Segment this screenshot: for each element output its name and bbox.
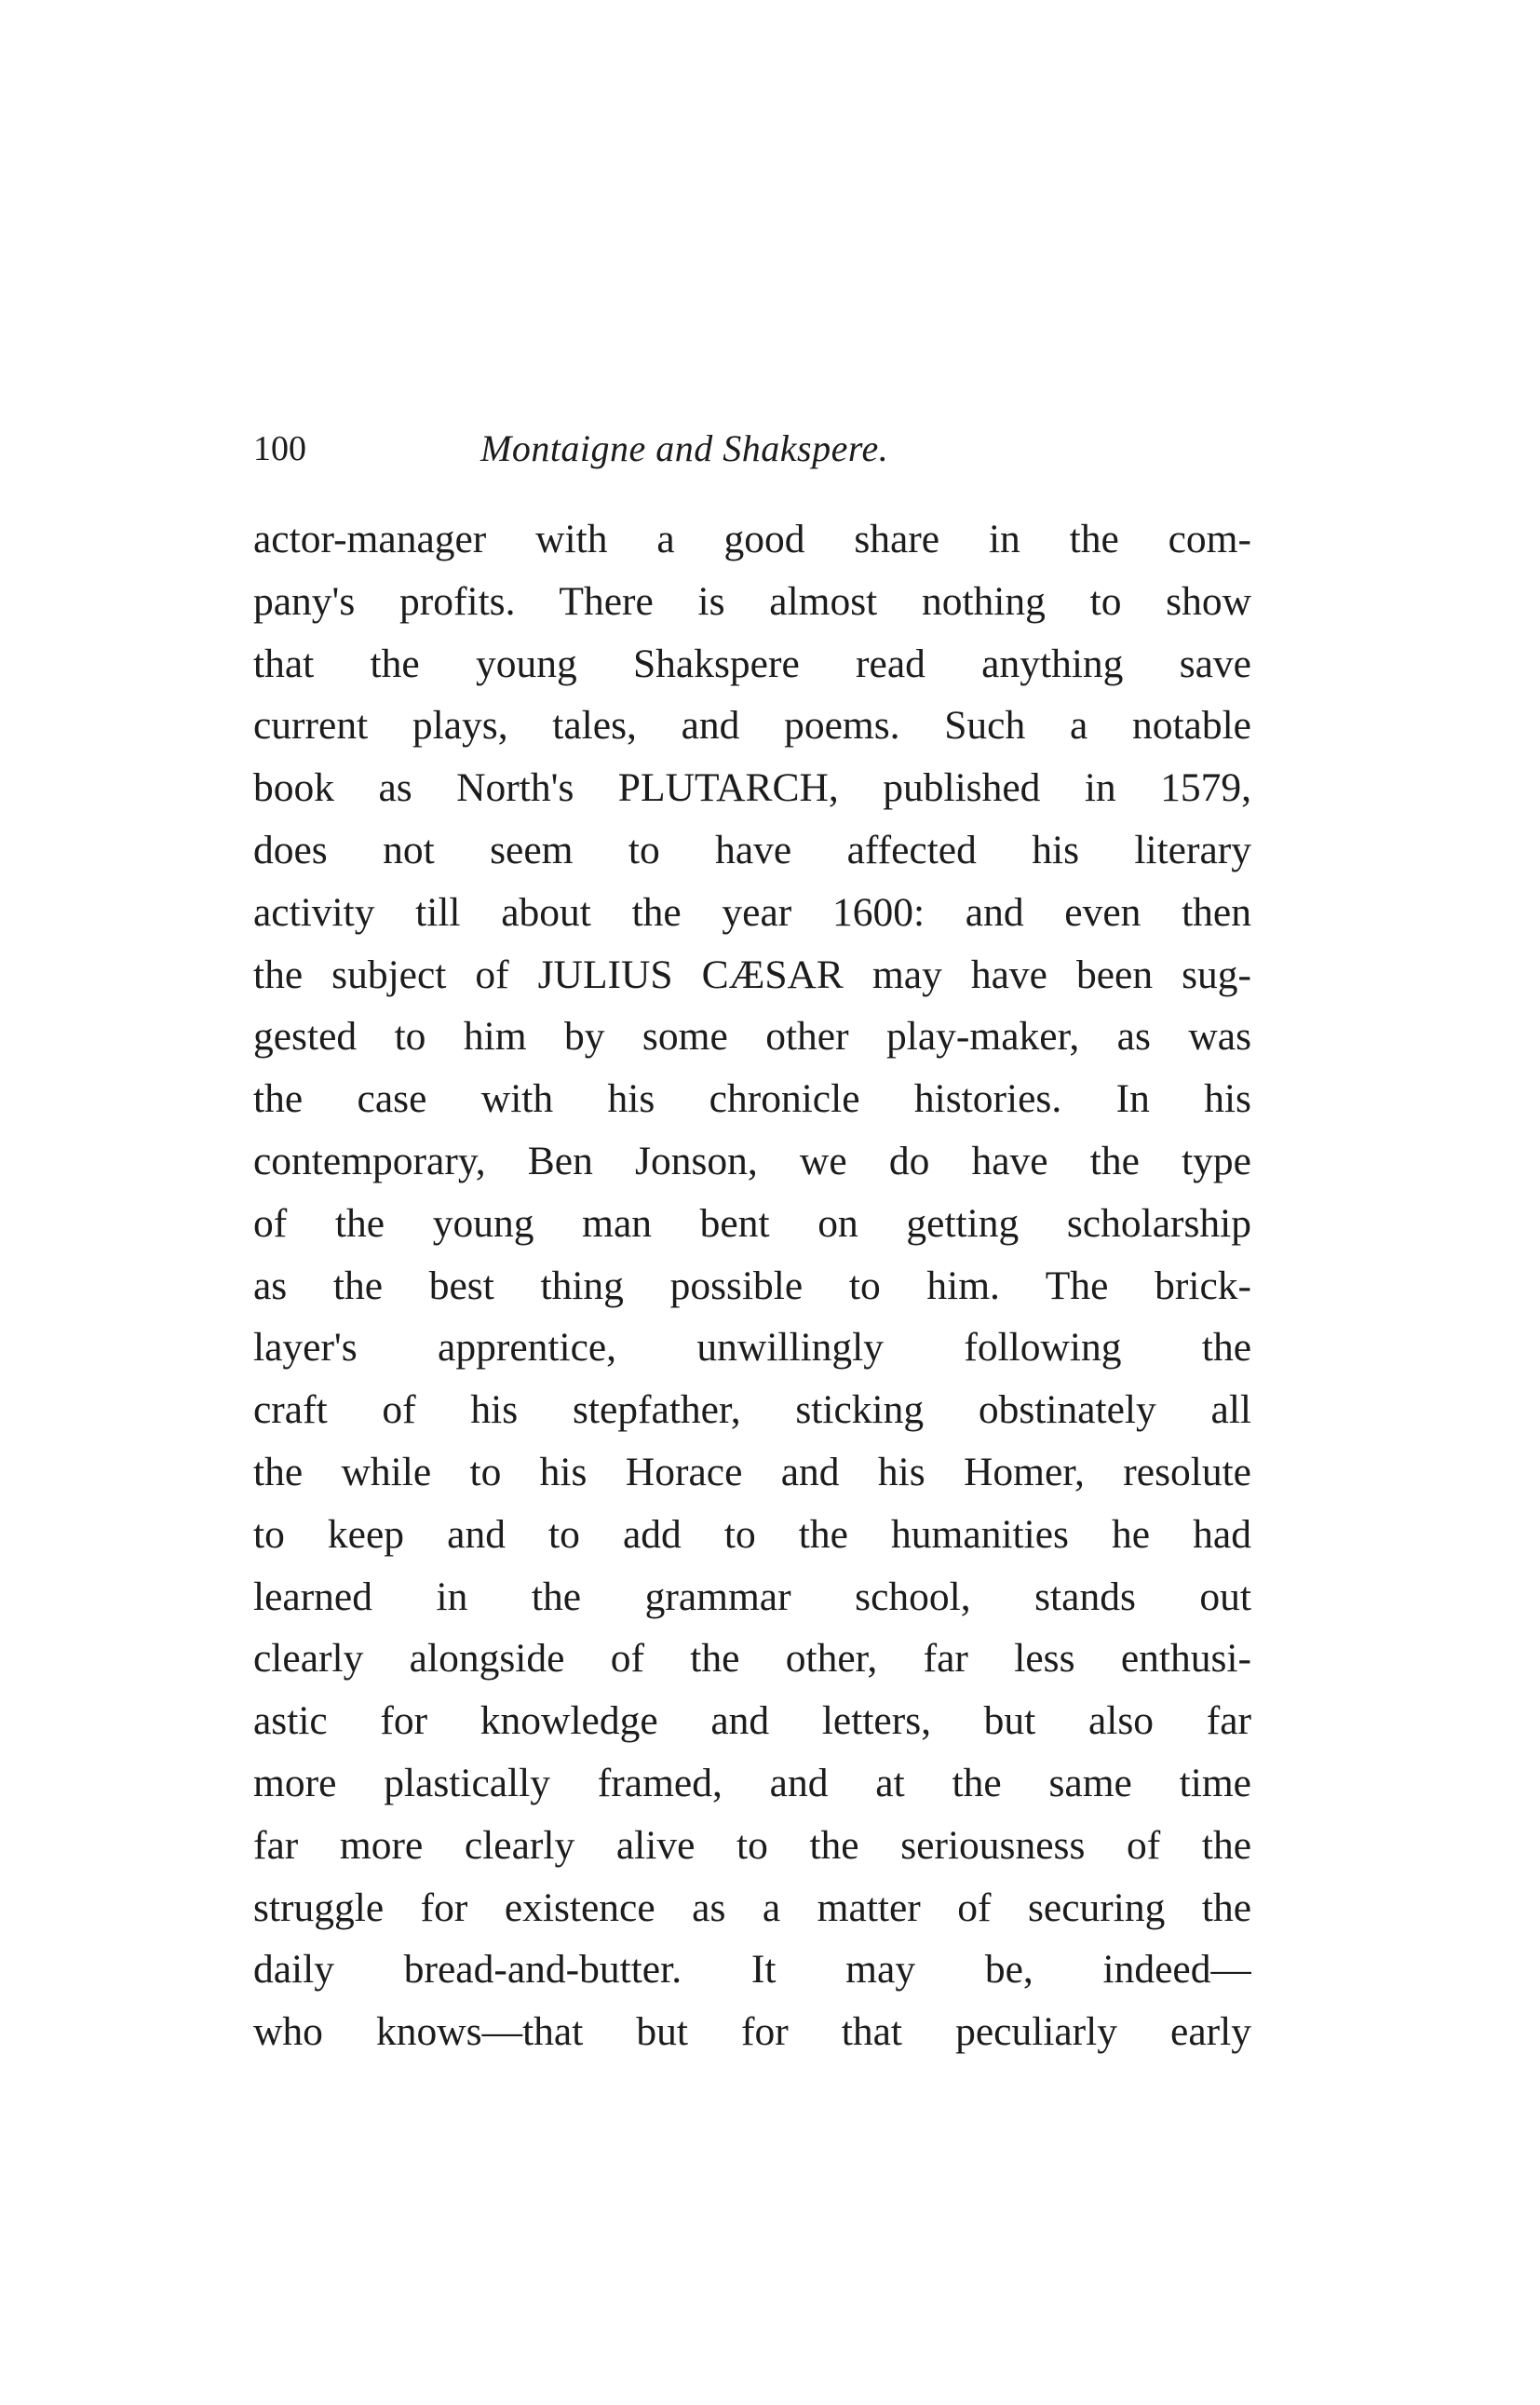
running-head [253,421,1251,477]
text-line: activity till about the year 1600: and even then [253,889,1251,935]
text-line: the while to his Horace and his Homer, resolute [253,1449,1251,1494]
text-line: craft of his stepfather, sticking obstinately all [253,1387,1251,1433]
text-line: clearly alongside of the other, far less enthusi- [253,1636,1251,1682]
text-line: of the young man bent on getting scholarship [253,1200,1251,1246]
text-line: learned in the grammar school, stands out [253,1574,1251,1619]
text-line: as the best thing possible to him. The brick- [253,1263,1251,1308]
page-number: 100 [253,429,306,468]
text-line: astic for knowledge and letters, but also far [253,1698,1251,1744]
text-line: gested to him by some other play-maker, as was [253,1014,1251,1060]
text-line: book as North's PLUTARCH, published in 1579, [253,765,1251,811]
text-line: does not seem to have affected his literary [253,827,1251,872]
body-text [253,508,1251,2063]
text-line: more plastically framed, and at the same time [253,1760,1251,1805]
text-line: pany's profits. There is almost nothing to show [253,578,1251,624]
text-line: actor-manager with a good share in the com- [253,517,1251,561]
text-line: far more clearly alive to the seriousness of the [253,1822,1251,1868]
text-line: that the young Shakspere read anything save [253,641,1251,686]
text-line: who knows—that but for that peculiarly early [253,2009,1251,2055]
text-line: to keep and to add to the humanities he had [253,1511,1251,1557]
text-line: daily bread-and-butter. It may be, indeed— [253,1947,1251,1993]
running-title: Montaigne and Shakspere. [480,427,889,469]
text-line: struggle for existence as a matter of securing the [253,1885,1251,1930]
text-line: contemporary, Ben Jonson, we do have the type [253,1138,1251,1183]
text-line: layer's apprentice, unwillingly following the [253,1325,1251,1371]
text-line: the case with his chronicle histories. In his [253,1076,1251,1122]
text-line: the subject of JULIUS CÆSAR may have been sug- [253,952,1251,997]
text-line: current plays, tales, and poems. Such a notable [253,703,1251,749]
